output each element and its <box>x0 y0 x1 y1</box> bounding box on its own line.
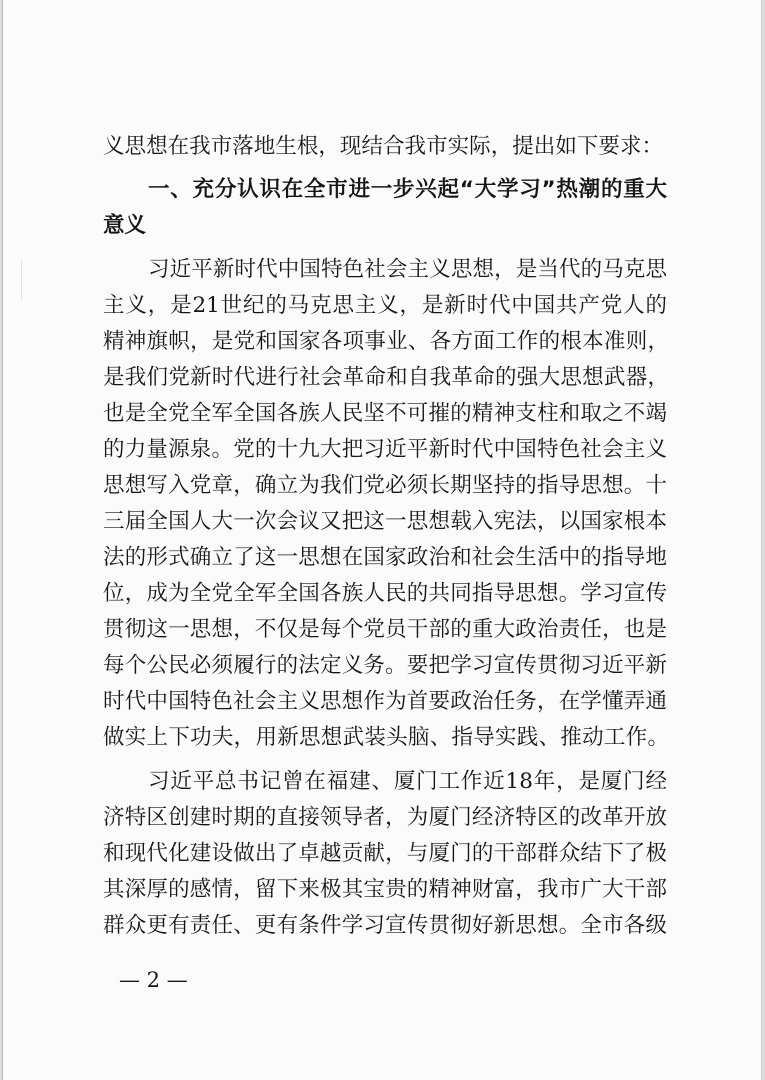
text-line: 精神旗帜，是党和国家各项事业、各方面工作的根本准则， <box>103 329 669 354</box>
text-line: 时代中国特色社会主义思想作为首要政治任务，在学懂弄通 <box>103 689 667 714</box>
text-line: 三届全国人大一次会议又把这一思想载入宪法，以国家根本 <box>103 509 667 534</box>
text-line: 做实上下功夫，用新思想武装头脑、指导实践、推动工作。 <box>103 725 669 750</box>
document-page <box>2 0 762 1080</box>
text-line: 是我们党新时代进行社会革命和自我革命的强大思想武器， <box>103 365 669 390</box>
body-text <box>3 0 761 1080</box>
text-line: 也是全党全军全国各族人民坚不可摧的精神支柱和取之不竭 <box>103 401 667 426</box>
text-line: 的力量源泉。党的十九大把习近平新时代中国特色社会主义 <box>103 437 667 462</box>
text-line: 和现代化建设做出了卓越贡献，与厦门的干部群众结下了极 <box>103 841 667 866</box>
text-line: 主义，是21世纪的马克思主义，是新时代中国共产党人的 <box>103 293 667 318</box>
text-line: 贯彻这一思想，不仅是每个党员干部的重大政治责任，也是 <box>103 617 667 642</box>
text-line: 位，成为全党全军全国各族人民的共同指导思想。学习宣传 <box>103 581 667 606</box>
paragraph-first-line: 习近平新时代中国特色社会主义思想，是当代的马克思 <box>148 257 667 282</box>
text-line: 其深厚的感情，留下来极其宝贵的精神财富，我市广大干部 <box>103 877 667 902</box>
text-line: 思想写入党章，确立为我们党必须长期坚持的指导思想。十 <box>103 473 667 498</box>
page-number: — 2 — <box>119 968 188 992</box>
paragraph-first-line: 习近平总书记曾在福建、厦门工作近18年，是厦门经 <box>148 769 667 794</box>
section-heading-line: 一、充分认识在全市进一步兴起“大学习”热潮的重大 <box>148 177 667 202</box>
text-line: 每个公民必须履行的法定义务。要把学习宣传贯彻习近平新 <box>103 653 667 678</box>
text-line: 群众更有责任、更有条件学习宣传贯彻好新思想。全市各级 <box>103 913 667 938</box>
text-line: 法的形式确立了这一思想在国家政治和社会生活中的指导地 <box>103 545 667 570</box>
text-line: 义思想在我市落地生根，现结合我市实际，提出如下要求： <box>103 134 663 159</box>
text-line: 济特区创建时期的直接领导者，为厦门经济特区的改革开放 <box>103 805 667 830</box>
section-heading-line: 意义 <box>103 213 147 238</box>
